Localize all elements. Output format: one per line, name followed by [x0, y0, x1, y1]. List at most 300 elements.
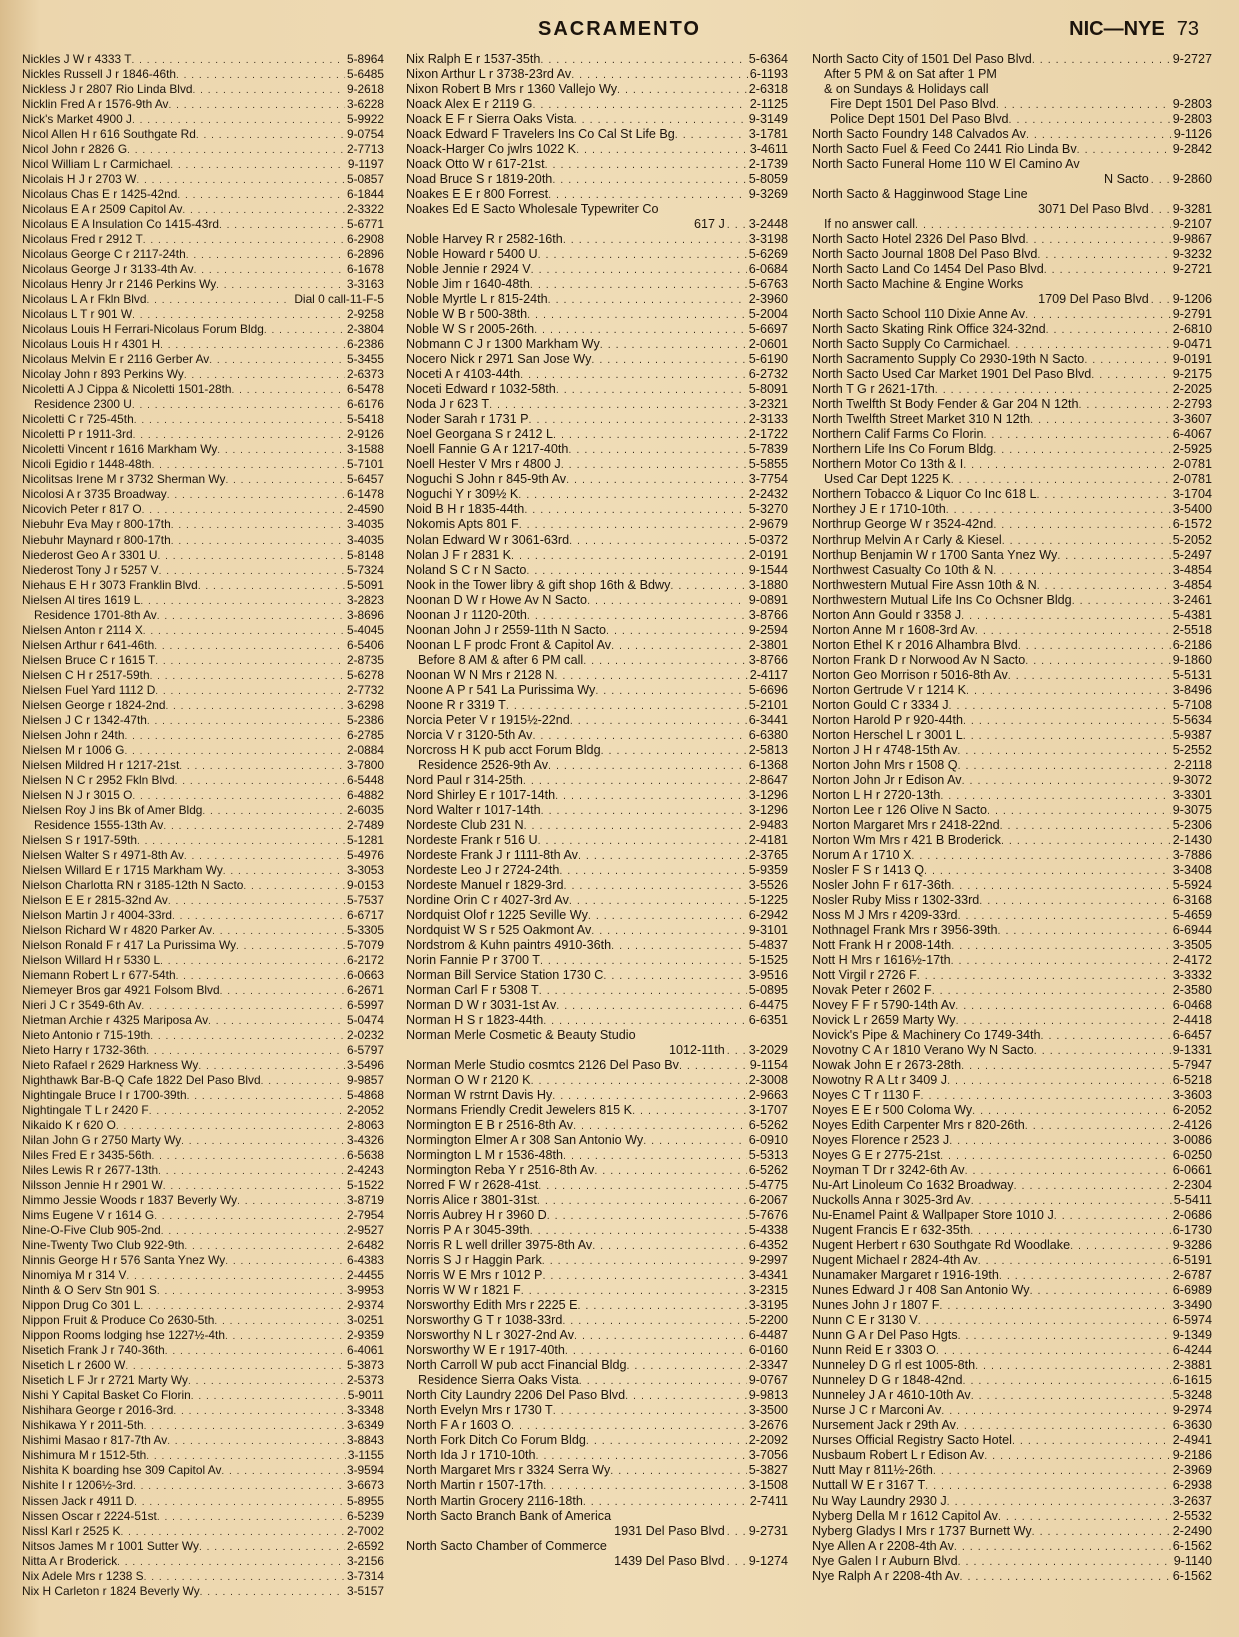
- listing-name: Nokomis Apts 801 F: [406, 517, 519, 532]
- dot-leader: [196, 128, 345, 142]
- phone-number: 5-0895: [748, 982, 788, 997]
- listing-name: Residence 2300 U: [34, 397, 132, 412]
- phone-number: 9-0891: [748, 592, 788, 607]
- listing-name: Nolan J F r 2831 K: [406, 547, 511, 562]
- phone-number: 6-5997: [346, 997, 384, 1012]
- listing-name: North Evelyn Mrs r 1730 T: [406, 1403, 553, 1418]
- listing-entry: [406, 397, 788, 412]
- phone-number: 3-2676: [748, 1418, 788, 1433]
- phone-number: 6-5797: [346, 1043, 384, 1058]
- phone-number: 6-2732: [748, 367, 788, 382]
- listing-name: Nunn C E r 3130 V: [812, 1313, 918, 1328]
- dot-leader: [154, 1209, 345, 1223]
- listing-name: Nunes Edward J r 408 San Antonio Wy: [812, 1283, 1030, 1298]
- listing-entry: [812, 653, 1212, 668]
- dot-leader: [125, 1359, 345, 1373]
- listing-name: Nurses Official Registry Sacto Hotel: [812, 1433, 1012, 1448]
- listing-entry: [812, 517, 1212, 532]
- phone-number: 2-9359: [346, 1328, 384, 1343]
- phone-number: 2-6318: [748, 82, 788, 97]
- dot-leader: [679, 1059, 748, 1073]
- listing-name: Nye Ralph A r 2208-4th Av: [812, 1568, 960, 1583]
- listing-name: Nickless J r 2807 Rio Linda Blvd: [22, 82, 193, 97]
- listing-name: Nieto Antonio r 715-19th: [22, 1028, 151, 1043]
- listing-entry: [22, 1448, 384, 1463]
- listing-name: Nick's Market 4900 J: [22, 112, 132, 127]
- listing-name: Nix H Carleton r 1824 Beverly Wy: [22, 1583, 200, 1598]
- listing-entry: [22, 863, 384, 878]
- listing-name: Norton Gould C r 3334 J: [812, 697, 949, 712]
- phone-number: 6-2908: [346, 232, 384, 247]
- listing-entry: [812, 487, 1212, 502]
- listing-name: Nunamaker Margaret r 1916-19th: [812, 1268, 999, 1283]
- phone-number: 2-6810: [1172, 322, 1212, 337]
- listing-entry: [812, 427, 1212, 442]
- phone-number: 5-5313: [748, 1148, 788, 1163]
- dot-leader: [1077, 143, 1171, 157]
- dot-leader: [146, 1449, 346, 1463]
- phone-number: 2-0232: [346, 1028, 384, 1043]
- dot-leader: [167, 1434, 345, 1448]
- phone-number: 3-9953: [346, 1283, 384, 1298]
- dot-leader: [511, 1419, 747, 1433]
- listing-name: Nott Frank H r 2008-14th: [812, 937, 952, 952]
- phone-number: 6-2896: [346, 247, 384, 262]
- listing-entry: [812, 97, 1212, 112]
- dot-leader: [506, 699, 747, 713]
- phone-number: 5-6697: [748, 322, 788, 337]
- phone-number: 5-7676: [748, 1208, 788, 1223]
- dot-leader: [140, 1299, 345, 1313]
- dot-leader: [583, 1495, 748, 1509]
- listing-entry: [406, 728, 788, 743]
- dot-leader: [172, 909, 345, 923]
- listing-name: North Twelfth St Body Fender & Gar 204 N 12th: [812, 397, 1079, 412]
- listing-entry: [22, 833, 384, 848]
- dot-leader: [150, 669, 345, 683]
- phone-number: 9-9857: [346, 1073, 384, 1088]
- listing-name: Nicovich Peter r 817 O: [22, 502, 142, 517]
- listing-entry: [812, 1148, 1212, 1163]
- dot-leader: [133, 1479, 345, 1493]
- phone-number: 2-2432: [748, 487, 788, 502]
- listing-entry: [22, 1313, 384, 1328]
- listing-entry: [812, 983, 1212, 998]
- listing-entry: [406, 1418, 788, 1433]
- listing-name: Nielson Ronald F r 417 La Purissima Wy: [22, 937, 237, 952]
- dot-leader: [939, 1299, 1170, 1313]
- listing-entry: [22, 262, 384, 277]
- phone-number: 6-2938: [1172, 1478, 1212, 1493]
- listing-name: Nixon Arthur L r 3738-23rd Av: [406, 67, 572, 82]
- dot-leader: [965, 1164, 1171, 1178]
- listing-entry: [22, 52, 384, 67]
- dot-leader: [236, 939, 345, 953]
- listing-entry: [812, 1418, 1212, 1433]
- phone-number: 3-7314: [346, 1568, 384, 1583]
- phone-number: 6-1562: [1172, 1538, 1212, 1553]
- listing-entry: [22, 202, 384, 217]
- listing-name: Nielson Willard H r 5330 L: [22, 952, 161, 967]
- listing-entry: [812, 1283, 1212, 1298]
- listing-entry: [406, 232, 788, 247]
- dot-leader: [563, 1149, 747, 1163]
- listing-entry: [812, 1343, 1212, 1358]
- listing-name: After 5 PM & on Sat after 1 PM: [824, 67, 997, 82]
- phone-number: 2-5518: [1172, 622, 1212, 637]
- phone-number: 9-2803: [1172, 112, 1212, 127]
- listing-entry: [812, 668, 1212, 683]
- phone-number: 2-6482: [346, 1238, 384, 1253]
- dot-leader: [194, 263, 345, 277]
- listing-name: Nielsen Roy J ins Bk of Amer Bldg: [22, 802, 203, 817]
- listing-entry: [406, 653, 788, 668]
- dot-leader: [949, 699, 1171, 713]
- listing-entry: [22, 728, 384, 743]
- listing-name: Norton Margaret Mrs r 2418-22nd: [812, 817, 1000, 832]
- listing-entry: [22, 1043, 384, 1058]
- dot-leader: [962, 774, 1171, 788]
- listing-entry: [812, 1013, 1212, 1028]
- listing-entry: [812, 818, 1212, 833]
- dot-leader: [1032, 53, 1171, 67]
- listing-name: Nursement Jack r 29th Av: [812, 1418, 956, 1433]
- listing-name: Nissen Jack r 4911 D: [22, 1493, 135, 1508]
- phone-number: 3-3603: [1172, 1088, 1212, 1103]
- listing-name: Nowotny R A Lt r 3409 J: [812, 1073, 948, 1088]
- listing-name: Niemeyer Bros gar 4921 Folsom Blvd: [22, 982, 220, 997]
- listing-entry: [22, 1193, 384, 1208]
- listing-entry: [22, 247, 384, 262]
- dot-leader: [157, 1284, 345, 1298]
- listing-entry: [22, 1509, 384, 1524]
- phone-number: 3-5400: [1172, 502, 1212, 517]
- listing-name: Residence 1555-13th Av: [34, 817, 164, 832]
- dot-leader: [925, 1479, 1171, 1493]
- listing-entry: [22, 788, 384, 803]
- phone-number: 3-2448: [748, 217, 788, 232]
- dot-leader: [521, 1284, 747, 1298]
- listing-entry: [22, 848, 384, 863]
- phone-number: 2-2304: [1172, 1178, 1212, 1193]
- listing-name: Noss M J Mrs r 4209-33rd: [812, 907, 958, 922]
- listing-entry: [406, 1403, 788, 1418]
- listing-name: Nisetich L r 2600 W: [22, 1358, 126, 1373]
- listing-name: North Sacto Chamber of Commerce: [406, 1538, 607, 1553]
- listing-entry: [812, 803, 1212, 818]
- phone-number: 5-1225: [748, 892, 788, 907]
- dot-leader: [955, 999, 1171, 1013]
- dot-leader: [217, 443, 345, 457]
- phone-number: 3-8696: [346, 607, 384, 622]
- listing-name: Noble Myrtle L r 815-24th: [406, 292, 548, 307]
- listing-name: Nishi Y Capital Basket Co Florin: [22, 1388, 191, 1403]
- listing-name: Nieri J C r 3549-6th Av: [22, 997, 142, 1012]
- phone-number: 2-2793: [1172, 397, 1212, 412]
- dot-leader: [915, 218, 1171, 232]
- phone-number: 2-0781: [1172, 457, 1212, 472]
- phone-number: 9-1197: [347, 157, 384, 172]
- listing-name: Nishihara George r 2016-3rd: [22, 1403, 174, 1418]
- phone-number: 6-0250: [1172, 1148, 1212, 1163]
- dot-leader: [154, 639, 345, 653]
- listing-entry: [22, 322, 384, 337]
- listing-name: 1709 Del Paso Blvd: [1038, 292, 1149, 307]
- phone-number: 5-3827: [748, 1463, 788, 1478]
- listing-entry: [22, 878, 384, 893]
- listing-entry: [406, 1373, 788, 1388]
- listing-entry: [812, 848, 1212, 863]
- dot-leader: [524, 503, 746, 517]
- listing-name: Noguchi Y r 309½ K: [406, 487, 519, 502]
- dot-leader: [200, 1585, 345, 1599]
- listing-name: Nothnagel Frank Mrs r 3956-39th: [812, 922, 998, 937]
- listing-entry: [406, 908, 788, 923]
- phone-number: 5-3248: [1172, 1388, 1212, 1403]
- listing-name: North Sacto City of 1501 Del Paso Blvd: [812, 52, 1032, 66]
- listing-entry: [812, 1043, 1212, 1058]
- phone-number: 9-2618: [346, 82, 384, 97]
- dot-leader: [1046, 323, 1171, 337]
- dot-leader: [961, 1059, 1171, 1073]
- listing-entry: [812, 1193, 1212, 1208]
- listing-entry: [22, 803, 384, 818]
- listing-name: Nord Paul r 314-25th: [406, 772, 523, 787]
- phone-number: 6-2067: [748, 1193, 788, 1208]
- listing-entry: [22, 1028, 384, 1043]
- phone-number: 3-3301: [1172, 787, 1212, 802]
- phone-number: 5-3305: [346, 922, 384, 937]
- listing-entry: [812, 908, 1212, 923]
- phone-number: 6-2052: [1172, 1103, 1212, 1118]
- listing-name: Nicol John r 2826 G: [22, 142, 128, 157]
- dot-leader: [998, 1510, 1171, 1524]
- listing-name: Norin Fannie P r 3700 T: [406, 952, 540, 967]
- listing-entry: [812, 968, 1212, 983]
- dot-leader: [155, 684, 345, 698]
- dot-leader: [1151, 173, 1171, 187]
- listing-entry: [22, 758, 384, 773]
- phone-number: 5-5131: [1172, 667, 1212, 682]
- listing-name: Nishimura M r 1512-5th: [22, 1448, 147, 1463]
- listing-entry: [22, 427, 384, 442]
- phone-number: 2-4172: [1172, 952, 1212, 967]
- listing-entry: [406, 277, 788, 292]
- phone-number: 5-6696: [748, 682, 788, 697]
- listing-name: Nielsen Walter S r 4971-8th Av: [22, 847, 184, 862]
- dot-leader: [1054, 1209, 1171, 1223]
- phone-number: 6-1193: [749, 67, 788, 82]
- phone-number: 6-1615: [1172, 1373, 1212, 1388]
- listing-name: Nix Adele Mrs r 1238 S: [22, 1568, 144, 1583]
- dot-leader: [1025, 654, 1171, 668]
- listing-name: Noyes E E r 500 Coloma Wy: [812, 1103, 973, 1118]
- listing-name: North Martin r 1507-17th: [406, 1478, 544, 1493]
- dot-leader: [534, 323, 747, 337]
- listing-entry: [406, 52, 788, 67]
- phone-number: 6-2172: [346, 952, 384, 967]
- phone-number: 5-4775: [748, 1178, 788, 1193]
- phone-number: 3-1296: [748, 802, 788, 817]
- page-header: [0, 18, 1239, 46]
- listing-entry: [22, 1103, 384, 1118]
- listing-entry: [812, 307, 1212, 322]
- dot-leader: [984, 1449, 1171, 1463]
- listing-name: 1931 Del Paso Blvd: [614, 1523, 725, 1538]
- phone-number: 6-6717: [346, 907, 384, 922]
- phone-number: 3-6298: [346, 697, 384, 712]
- dot-leader: [958, 1555, 1172, 1569]
- dot-leader: [1014, 1179, 1171, 1193]
- listing-entry: [812, 863, 1212, 878]
- dot-leader: [993, 564, 1170, 578]
- phone-number: 3-2637: [1172, 1493, 1212, 1508]
- listing-name: Noone A P r 541 La Purissima Wy: [406, 682, 596, 697]
- listing-entry: [406, 998, 788, 1013]
- listing-entry: [812, 202, 1212, 217]
- listing-name: Noble Jim r 1640-48th: [406, 277, 530, 292]
- listing-entry: [22, 457, 384, 472]
- listing-name: Norcross H K pub acct Forum Bldg: [406, 742, 601, 757]
- listing-entry: [812, 1133, 1212, 1148]
- listing-name: North Martin Grocery 2116-18th: [406, 1493, 583, 1508]
- dot-leader: [519, 518, 747, 532]
- phone-number: 5-4381: [1172, 607, 1212, 622]
- listing-name: Novick L r 2659 Marty Wy: [812, 1013, 956, 1027]
- phone-number: 6-2942: [748, 907, 788, 922]
- phone-number: 6-5974: [1172, 1313, 1212, 1328]
- phone-number: 3-7056: [748, 1448, 788, 1463]
- listing-entry: [22, 1283, 384, 1298]
- phone-number: 3-4854: [1172, 562, 1212, 577]
- listing-entry: [406, 1133, 788, 1148]
- listing-name: North Sacto & Hagginwood Stage Line: [812, 187, 1028, 202]
- listing-entry: [22, 608, 384, 623]
- listing-entry: [22, 487, 384, 502]
- dot-leader: [918, 1314, 1171, 1328]
- listing-entry: [812, 1539, 1212, 1554]
- listing-entry: [812, 127, 1212, 142]
- dot-leader: [170, 158, 346, 172]
- listing-name: Nikaido K r 620 O: [22, 1118, 116, 1133]
- phone-number: 2-0191: [748, 547, 788, 562]
- listing-entry: [22, 1539, 384, 1554]
- phone-number: 6-0661: [1172, 1163, 1212, 1178]
- dot-leader: [603, 969, 746, 983]
- phone-number: 6-4244: [1172, 1343, 1212, 1358]
- listing-entry: [22, 187, 384, 202]
- phone-number: 2-2052: [346, 1103, 384, 1118]
- dot-leader: [523, 774, 747, 788]
- listing-name: Norris Aubrey H r 3960 D: [406, 1208, 547, 1223]
- dot-leader: [595, 684, 746, 698]
- listing-name: Residence 1701-8th Av: [34, 607, 157, 622]
- listing-name: Nishimi Masao r 817-7th Av: [22, 1433, 168, 1448]
- listing-entry: [22, 307, 384, 322]
- phone-number: 3-3163: [346, 277, 384, 292]
- dot-leader: [188, 1374, 345, 1388]
- phone-number: 3-5496: [346, 1058, 384, 1073]
- listing-entry: [406, 1088, 788, 1103]
- listing-name: Nicolay John r 893 Perkins Wy: [22, 367, 184, 382]
- listing-entry: [812, 698, 1212, 713]
- dot-leader: [527, 609, 747, 623]
- dot-leader: [1044, 263, 1171, 277]
- listing-name: Nielson Richard W r 4820 Parker Av: [22, 922, 213, 937]
- listing-entry: [22, 923, 384, 938]
- listing-name: Nixon Robert B Mrs r 1360 Vallejo Wy: [406, 82, 618, 97]
- listing-name: Nu-Art Linoleum Co 1632 Broadway: [812, 1178, 1014, 1193]
- dot-leader: [243, 879, 345, 893]
- dot-leader: [956, 1419, 1171, 1433]
- dot-leader: [566, 473, 747, 487]
- phone-number: 5-0474: [346, 1013, 384, 1027]
- dot-leader: [143, 624, 345, 638]
- listing-entry: [406, 1148, 788, 1163]
- dot-leader: [184, 368, 345, 382]
- listing-entry: [406, 668, 788, 683]
- dot-leader: [971, 1389, 1171, 1403]
- listing-entry: [22, 1463, 384, 1478]
- listing-name: Normans Friendly Credit Jewelers 815 K: [406, 1103, 633, 1118]
- dot-leader: [601, 744, 747, 758]
- dot-leader: [970, 1224, 1171, 1238]
- phone-number: 5-2004: [748, 307, 788, 322]
- phone-number: 2-1739: [748, 157, 788, 172]
- listing-entry: [812, 998, 1212, 1013]
- listing-name: Noonan D W r Howe Av N Sacto: [406, 592, 588, 607]
- listing-entry: [22, 1358, 384, 1373]
- listing-entry: [812, 683, 1212, 698]
- dot-leader: [232, 383, 345, 397]
- phone-number: 3-7754: [748, 472, 788, 487]
- listing-entry: [812, 262, 1212, 277]
- dot-leader: [124, 744, 345, 758]
- listing-name: Nu Way Laundry 2930 J: [812, 1493, 947, 1508]
- listing-name: Novak Peter r 2602 F: [812, 982, 932, 997]
- dot-leader: [951, 939, 1170, 953]
- phone-number: 6-1562: [1172, 1568, 1212, 1583]
- listing-name: Niles Lewis R r 2677-13th: [22, 1163, 159, 1178]
- listing-entry: [812, 442, 1212, 457]
- dot-leader: [563, 233, 747, 247]
- phone-number: 6-6457: [1172, 1028, 1212, 1043]
- listing-entry: [406, 67, 788, 82]
- dot-leader: [142, 503, 345, 517]
- listing-entry: [812, 1208, 1212, 1223]
- phone-number: 6-1844: [346, 187, 384, 202]
- phone-number: 9-1206: [1172, 292, 1212, 307]
- listing-name: Nicol Allen H r 616 Southgate Rd: [22, 127, 196, 142]
- phone-number: 6-3441: [748, 712, 788, 727]
- phone-number: 9-0471: [1172, 337, 1212, 352]
- listing-name: North Twelfth Street Market 310 N 12th: [812, 412, 1031, 427]
- dot-leader: [149, 1104, 345, 1118]
- dot-leader: [124, 729, 345, 743]
- listing-name: North Sacto Foundry 148 Calvados Av: [812, 127, 1026, 142]
- listing-entry: [812, 1103, 1212, 1118]
- dot-leader: [198, 1059, 345, 1073]
- listing-name: Noel Georgana S r 2412 L: [406, 427, 554, 442]
- dot-leader: [146, 1044, 345, 1058]
- listing-entry: [22, 157, 384, 172]
- listing-entry: [406, 1058, 788, 1073]
- listing-entry: [22, 908, 384, 923]
- listing-name: Norman H S r 1823-44th: [406, 1013, 544, 1027]
- dot-leader: [1091, 368, 1170, 382]
- listing-name: Nordeste Frank J r 1111-8th Av: [406, 847, 578, 862]
- listing-name: Nunneley J A r 4610-10th Av: [812, 1388, 971, 1403]
